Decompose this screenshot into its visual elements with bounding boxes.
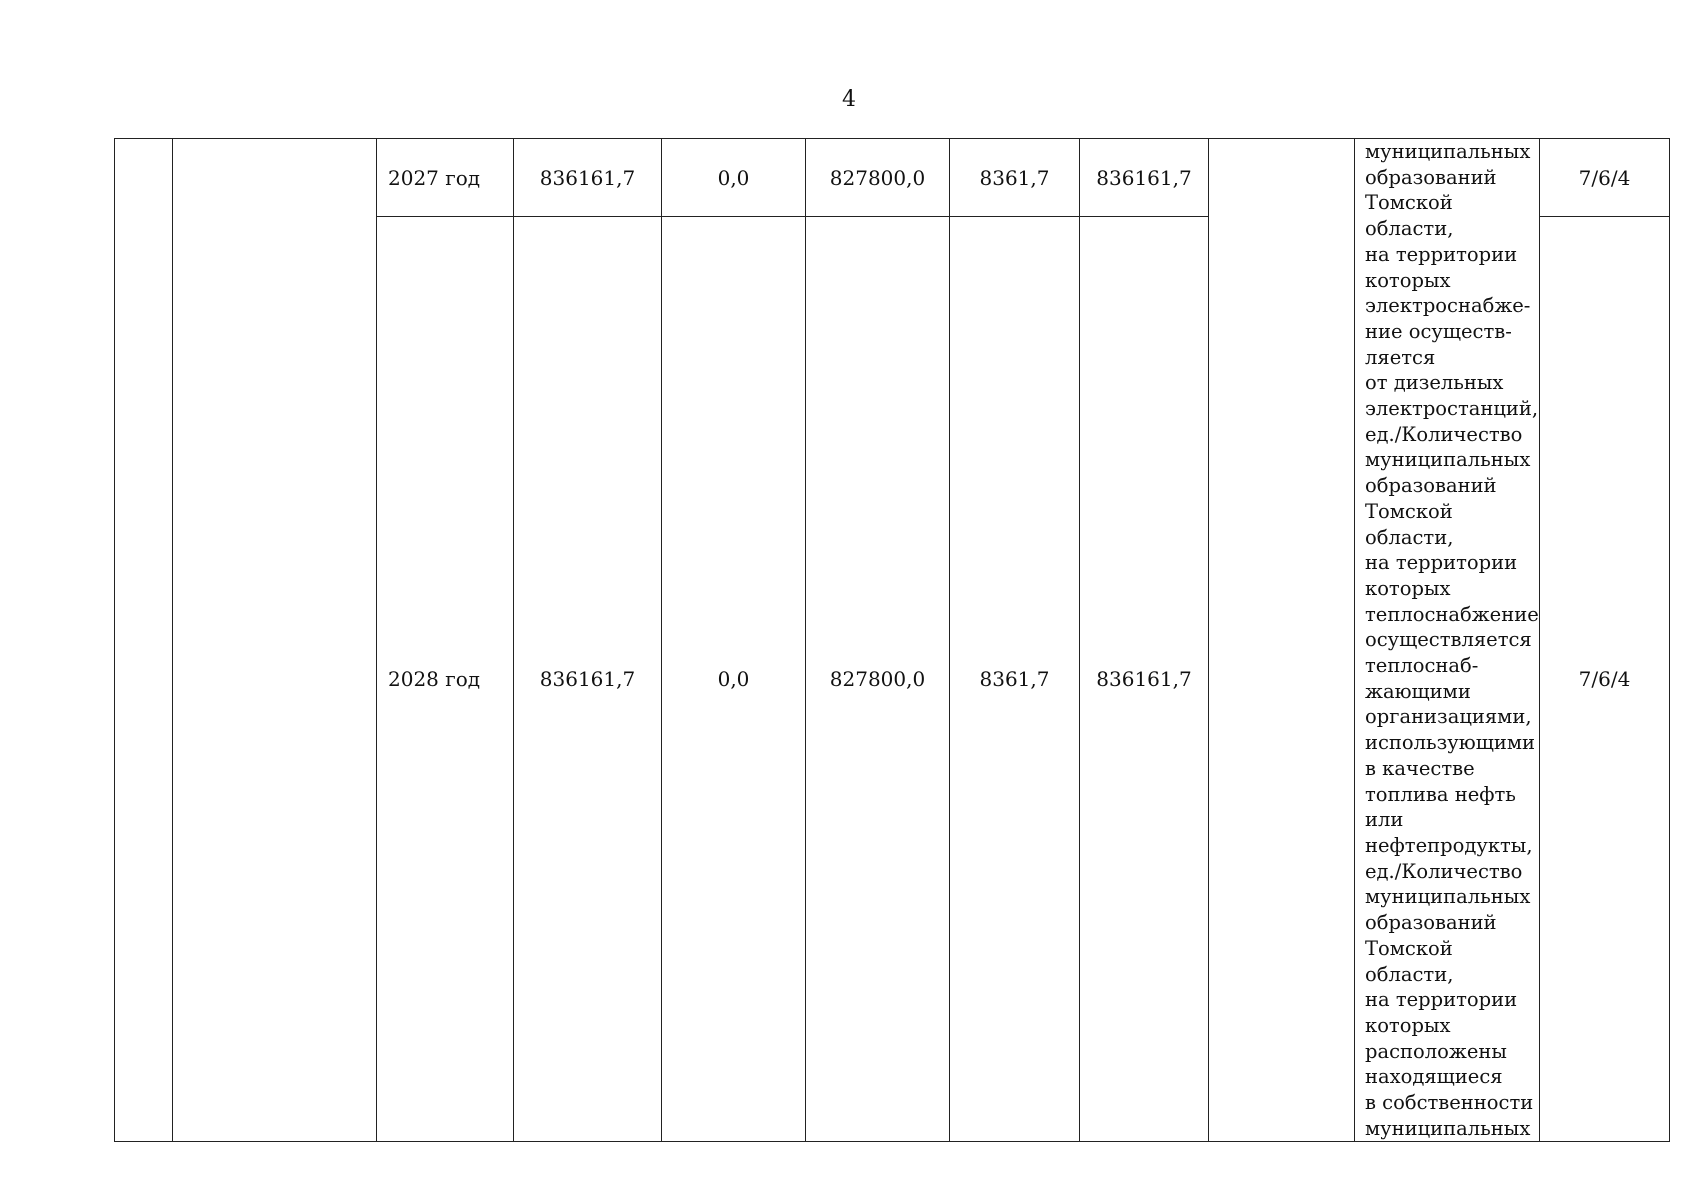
indicator-line: области, (1365, 962, 1454, 986)
indicator-line: ляется (1365, 345, 1436, 369)
regional-budget-cell: 827800,0 (806, 139, 950, 217)
executor-cell (1209, 139, 1355, 1142)
indicator-line: на территории (1365, 988, 1518, 1012)
indicator-line: муниципальных (1365, 1116, 1531, 1140)
funding-cell: 836161,7 (1080, 217, 1209, 1142)
indicator-line: области, (1365, 525, 1454, 549)
indicator-line: ед./Количество (1365, 422, 1523, 446)
indicator-line: Томской (1365, 191, 1453, 215)
indicator-line: расположены (1365, 1039, 1507, 1063)
indicator-line: топлива нефть (1365, 782, 1516, 806)
indicator-line: организациями, (1365, 705, 1532, 729)
federal-budget-cell: 0,0 (662, 139, 806, 217)
funding-cell: 836161,7 (1080, 139, 1209, 217)
indicator-line: Томской (1365, 499, 1453, 523)
table-row (115, 139, 1670, 217)
page-number: 4 (842, 87, 856, 112)
indicator-line: электроснабже- (1365, 294, 1531, 318)
indicator-line: образований (1365, 911, 1497, 935)
indicator-value-cell: 7/6/4 (1540, 217, 1670, 1142)
number-cell (115, 139, 173, 1142)
indicator-line: образований (1365, 474, 1497, 498)
local-budget-cell: 8361,7 (950, 139, 1080, 217)
indicator-line: образований (1365, 165, 1497, 189)
indicator-line: осуществляется (1365, 628, 1532, 652)
indicator-line: муниципальных (1365, 885, 1531, 909)
indicator-line: нефтепродукты, (1365, 833, 1533, 857)
indicator-value-cell: 7/6/4 (1540, 139, 1670, 217)
indicator-line: жающими (1365, 679, 1471, 703)
indicator-line: которых (1365, 268, 1451, 292)
indicator-line: Томской (1365, 936, 1453, 960)
year-cell: 2028 год (377, 217, 514, 1142)
total-funding-cell: 836161,7 (514, 217, 662, 1142)
indicator-line: в качестве (1365, 756, 1475, 780)
indicator-line: которых (1365, 576, 1451, 600)
federal-budget-cell: 0,0 (662, 217, 806, 1142)
indicator-line: в собственности (1365, 1091, 1534, 1115)
total-funding-cell: 836161,7 (514, 139, 662, 217)
indicator-line: от дизельных (1365, 371, 1504, 395)
regional-budget-cell: 827800,0 (806, 217, 950, 1142)
local-budget-cell: 8361,7 (950, 217, 1080, 1142)
indicator-line: теплоснаб- (1365, 654, 1479, 678)
indicator-line: или (1365, 808, 1404, 832)
indicator-cell (1355, 139, 1540, 1142)
year-cell: 2027 год (377, 139, 514, 217)
name-cell (173, 139, 377, 1142)
indicator-line: на территории (1365, 551, 1518, 575)
indicator-line: ние осуществ- (1365, 319, 1512, 343)
indicator-line: которых (1365, 1013, 1451, 1037)
indicator-line: теплоснабжение (1365, 602, 1539, 626)
budget-table (114, 138, 1670, 1142)
indicator-line: области, (1365, 217, 1454, 241)
indicator-line: использующими (1365, 731, 1536, 755)
indicator-line: на территории (1365, 242, 1518, 266)
indicator-line: муниципальных (1365, 448, 1531, 472)
indicator-line: находящиеся (1365, 1065, 1503, 1089)
indicator-line: электростанций, (1365, 397, 1539, 421)
indicator-line: муниципальных (1365, 140, 1531, 163)
indicator-line: ед./Количество (1365, 859, 1523, 883)
indicator-text (1365, 139, 1539, 1141)
